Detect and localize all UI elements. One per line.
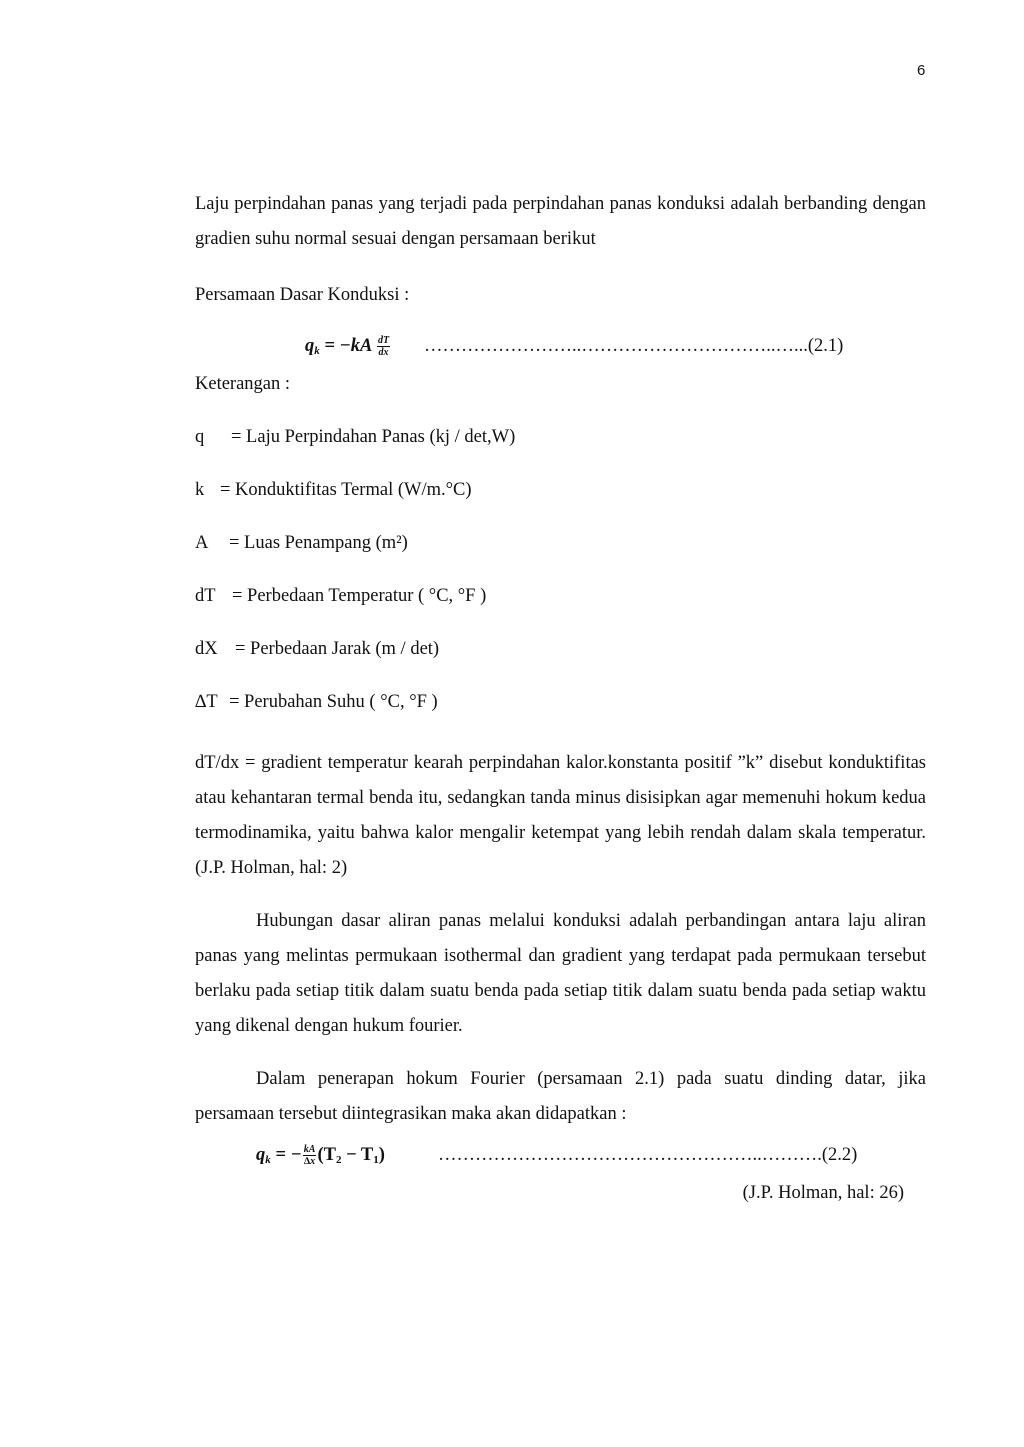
eq1-fraction	[377, 335, 390, 358]
definition-k	[195, 473, 926, 526]
definition-dx	[195, 632, 926, 685]
equation-2-1	[195, 329, 926, 367]
eq1-lhs-sub: k	[314, 345, 320, 357]
eq2-fraction	[303, 1144, 317, 1167]
eq2-minus: − T	[341, 1145, 374, 1165]
definition-text: = Perbedaan Jarak (m / det)	[235, 639, 440, 659]
definition-symbol: k	[195, 480, 205, 500]
definition-delta-t	[195, 685, 926, 738]
definition-text: = Konduktifitas Termal (W/m.°C)	[220, 480, 472, 500]
definition-symbol: q	[195, 427, 205, 447]
definition-text: = Perbedaan Temperatur ( °C, °F )	[232, 586, 487, 606]
equation-2-2	[195, 1138, 926, 1176]
eq2-rhs-prefix: = −	[275, 1145, 302, 1165]
citation: (J.P. Holman, hal: 26)	[742, 1183, 904, 1203]
paragraph-flat-wall: Dalam penerapan hokum Fourier (persamaan 2.1) pada suatu dinding datar, jika persamaan tersebut diintegrasikan maka akan didapatkan :	[195, 1069, 926, 1124]
paragraph-fourier-law: Hubungan dasar aliran panas melalui konduksi adalah perbandingan antara laju aliran panas yang melintas permukaan isothermal dan gradient yang terdapat pada permukaan tersebut berlaku pada setiap titik dalam suatu benda pada setiap titik dalam suatu benda pada setiap waktu yang dikenal dengan hukum fourier.	[195, 911, 926, 1036]
eq2-paren-close: )	[378, 1145, 385, 1165]
eq2-frac-den: ∆x	[304, 1156, 316, 1168]
definition-symbol: A	[195, 533, 209, 553]
definition-symbol: dT	[195, 586, 216, 606]
page-number: 6	[917, 62, 926, 79]
eq1-lhs: q	[305, 336, 315, 356]
equation-2-1-formula	[305, 329, 391, 369]
definition-symbol: dX	[195, 639, 218, 659]
eq2-frac-num: kA	[303, 1144, 316, 1156]
eq2-lhs-sub: k	[265, 1154, 271, 1166]
eq1-frac-num: dT	[377, 335, 390, 347]
paragraph-gradient: dT/dx = gradient temperatur kearah perpindahan kalor.konstanta positif ”k” disebut konduktifitas atau kehantaran termal benda itu, sedangkan tanda minus disisipkan agar memenuhi hokum kedua termodinamika, yaitu bahwa kalor mengalir ketempat yang lebih rendah dalam skala temperatur. (J.P. Holman, hal: 2)	[195, 753, 926, 878]
document-body	[195, 187, 926, 1211]
definition-text: = Luas Penampang (m²)	[229, 533, 408, 553]
eq2-t1-sub: 1	[373, 1154, 379, 1166]
equation-2-1-leader: ……………………..…………………………..…...(2.1)	[424, 336, 844, 356]
equation-2-2-formula	[256, 1138, 385, 1178]
equation-2-2-leader: ……………………………………………..……….(2.2)	[438, 1145, 858, 1165]
definition-q	[195, 420, 926, 473]
eq2-lhs: q	[256, 1145, 266, 1165]
paragraph-intro: Laju perpindahan panas yang terjadi pada perpindahan panas konduksi adalah berbanding dengan gradien suhu normal sesuai dengan persamaan berikut	[195, 194, 926, 249]
definition-dt	[195, 579, 926, 632]
heading-basic-equation: Persamaan Dasar Konduksi :	[195, 285, 410, 305]
eq1-frac-den: dx	[378, 347, 389, 359]
definition-symbol: ∆T	[195, 692, 218, 712]
eq2-t2-sub: 2	[335, 1154, 342, 1166]
eq1-rhs-prefix: = −kA	[324, 336, 372, 356]
definition-list	[195, 420, 926, 738]
definition-text: = Laju Perpindahan Panas (kj / det,W)	[231, 427, 516, 447]
definition-text: = Perubahan Suhu ( °C, °F )	[229, 692, 438, 712]
definition-a	[195, 526, 926, 579]
keterangan-label: Keterangan :	[195, 374, 291, 394]
eq2-paren-open: (T	[317, 1145, 336, 1165]
